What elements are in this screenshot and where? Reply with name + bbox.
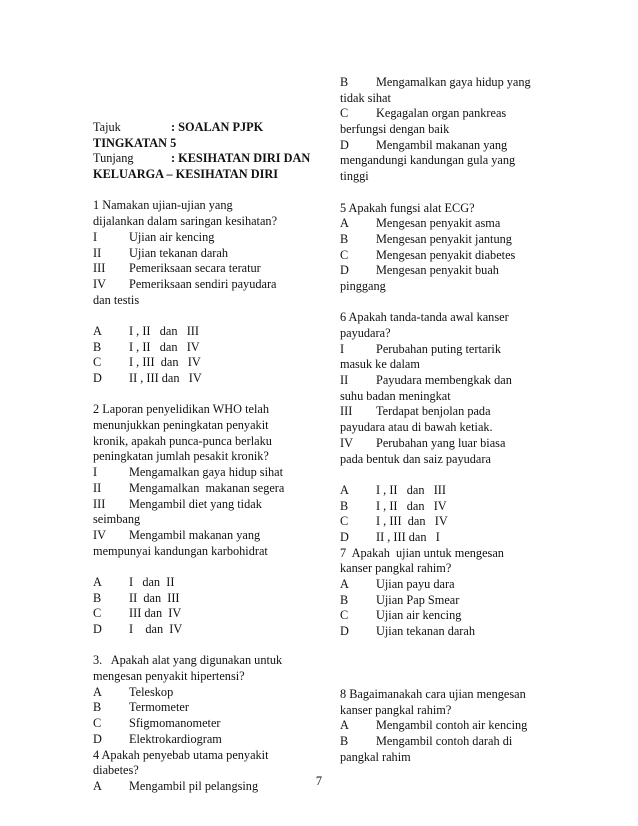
q7-option: C Ujian air kencing bbox=[340, 608, 462, 623]
q5-option: C Mengesan penyakit diabetes bbox=[340, 247, 516, 262]
q6-item-cont: pada bentuk dan saiz payudara bbox=[340, 451, 491, 466]
q6-item: III Terdapat benjolan pada bbox=[340, 404, 491, 419]
q6-option: C I , III dan IV bbox=[340, 514, 448, 529]
tajuk-label: Tajuk bbox=[93, 120, 121, 134]
q5-option: D Mengesan penyakit buah bbox=[340, 263, 499, 278]
q4-stem: 4 Apakah penyebab utama penyakit bbox=[93, 747, 269, 762]
q3-option: A Teleskop bbox=[93, 684, 174, 699]
q2-stem: menunjukkan peningkatan penyakit bbox=[93, 418, 269, 433]
q1-stem: dijalankan dalam saringan kesihatan? bbox=[93, 214, 278, 229]
q6-item-cont: suhu badan meningkat bbox=[340, 388, 451, 403]
q2-option: C III dan IV bbox=[93, 606, 182, 621]
q4-option: C Kegagalan organ pankreas bbox=[340, 106, 507, 121]
q8-option-cont: pangkal rahim bbox=[340, 749, 411, 764]
q1-option: A I , II dan III bbox=[93, 323, 199, 338]
q4-option-cont: tinggi bbox=[340, 169, 369, 184]
q5-stem: 5 Apakah fungsi alat ECG? bbox=[340, 200, 475, 215]
q6-item-cont: masuk ke dalam bbox=[340, 357, 420, 372]
q7-stem: kanser pangkal rahim? bbox=[340, 561, 452, 576]
left-column bbox=[93, 120, 311, 795]
q4-option: A Mengambil pil pelangsing bbox=[93, 778, 259, 793]
tunjang-value-cont: KELUARGA – KESIHATAN DIRI bbox=[93, 167, 279, 182]
q7-option: D Ujian tekanan darah bbox=[340, 624, 476, 639]
q2-stem: 2 Laporan penyelidikan WHO telah bbox=[93, 402, 269, 417]
q6-stem: payudara? bbox=[340, 326, 391, 340]
q2-item: III Mengambil diet yang tidak bbox=[93, 496, 262, 511]
q2-option: B II dan III bbox=[93, 590, 180, 605]
q7-option: A Ujian payu dara bbox=[340, 577, 455, 591]
q2-option: A I dan II bbox=[93, 574, 175, 589]
q3-option: D Elektrokardiogram bbox=[93, 731, 222, 746]
q6-item: IV Perubahan yang luar biasa bbox=[340, 435, 506, 450]
q3-option: B Termometer bbox=[93, 700, 189, 715]
q6-option: B I , II dan IV bbox=[340, 498, 447, 513]
q3-stem: 3. Apakah alat yang digunakan untuk bbox=[93, 653, 283, 668]
q8-option: A Mengambil contoh air kencing bbox=[340, 718, 528, 733]
q2-item-cont: seimbang bbox=[93, 512, 141, 527]
q3-option: C Sfigmomanometer bbox=[93, 716, 221, 731]
q2-stem: peningkatan jumlah pesakit kronik? bbox=[93, 449, 269, 464]
q1-item: II Ujian tekanan darah bbox=[93, 245, 229, 260]
q2-item: IV Mengambil makanan yang bbox=[93, 527, 261, 542]
q7-option: B Ujian Pap Smear bbox=[340, 592, 460, 607]
tajuk-value-cont: TINGKATAN 5 bbox=[93, 135, 177, 150]
q1-option: C I , III dan IV bbox=[93, 355, 201, 370]
q1-item: I Ujian air kencing bbox=[93, 229, 215, 244]
q2-option: D I dan IV bbox=[93, 622, 183, 636]
tunjang-line bbox=[93, 151, 311, 167]
q7-stem: 7 Apakah ujian untuk mengesan bbox=[340, 545, 504, 560]
q6-option: A I , II dan III bbox=[340, 482, 446, 497]
q2-item: II Mengamalkan makanan segera bbox=[93, 480, 285, 495]
tajuk-value: : SOALAN PJPK bbox=[171, 120, 264, 134]
q6-item: I Perubahan puting tertarik bbox=[340, 341, 501, 356]
q1-option: D II , III dan IV bbox=[93, 371, 202, 385]
q6-item-cont: payudara atau di bawah ketiak. bbox=[340, 420, 493, 435]
tunjang-value: : KESIHATAN DIRI DAN bbox=[171, 151, 311, 166]
q1-item: IV Pemeriksaan sendiri payudara bbox=[93, 276, 277, 291]
q6-stem: 6 Apakah tanda-tanda awal kanser bbox=[340, 310, 509, 325]
q1-stem: 1 Namakan ujian-ujian yang bbox=[93, 198, 233, 213]
tunjang-label: Tunjang bbox=[93, 151, 134, 166]
q6-option: D II , III dan I bbox=[340, 529, 440, 544]
q8-stem: 8 Bagaimanakah cara ujian mengesan bbox=[340, 686, 526, 701]
q1-item: III Pemeriksaan secara teratur bbox=[93, 261, 261, 276]
q1-item-cont: dan testis bbox=[93, 292, 140, 307]
tajuk-line bbox=[93, 120, 308, 136]
q8-option: B Mengambil contoh darah di bbox=[340, 733, 513, 748]
q4-stem: diabetes? bbox=[93, 763, 139, 778]
q4-option-cont: mengandungi kandungan gula yang bbox=[340, 153, 516, 168]
q3-stem: mengesan penyakit hipertensi? bbox=[93, 669, 245, 684]
q4-option-cont: tidak sihat bbox=[340, 90, 391, 105]
q6-item: II Payudara membengkak dan bbox=[340, 373, 512, 388]
q2-stem: kronik, apakah punca-punca berlaku bbox=[93, 433, 272, 448]
q5-option: A Mengesan penyakit asma bbox=[340, 216, 501, 231]
q5-option-cont: pinggang bbox=[340, 278, 386, 293]
q1-option: B I , II dan IV bbox=[93, 339, 200, 354]
q4-option: D Mengambil makanan yang bbox=[340, 137, 508, 152]
q4-option: B Mengamalkan gaya hidup yang bbox=[340, 75, 531, 89]
page-number: 7 bbox=[315, 774, 323, 788]
q5-option: B Mengesan penyakit jantung bbox=[340, 231, 512, 246]
q8-stem: kanser pangkal rahim? bbox=[340, 702, 452, 717]
right-column bbox=[340, 75, 555, 765]
q2-item-cont: mempunyai kandungan karbohidrat bbox=[93, 543, 268, 558]
q2-item: I Mengamalkan gaya hidup sihat bbox=[93, 465, 284, 480]
q4-option-cont: berfungsi dengan baik bbox=[340, 122, 450, 137]
